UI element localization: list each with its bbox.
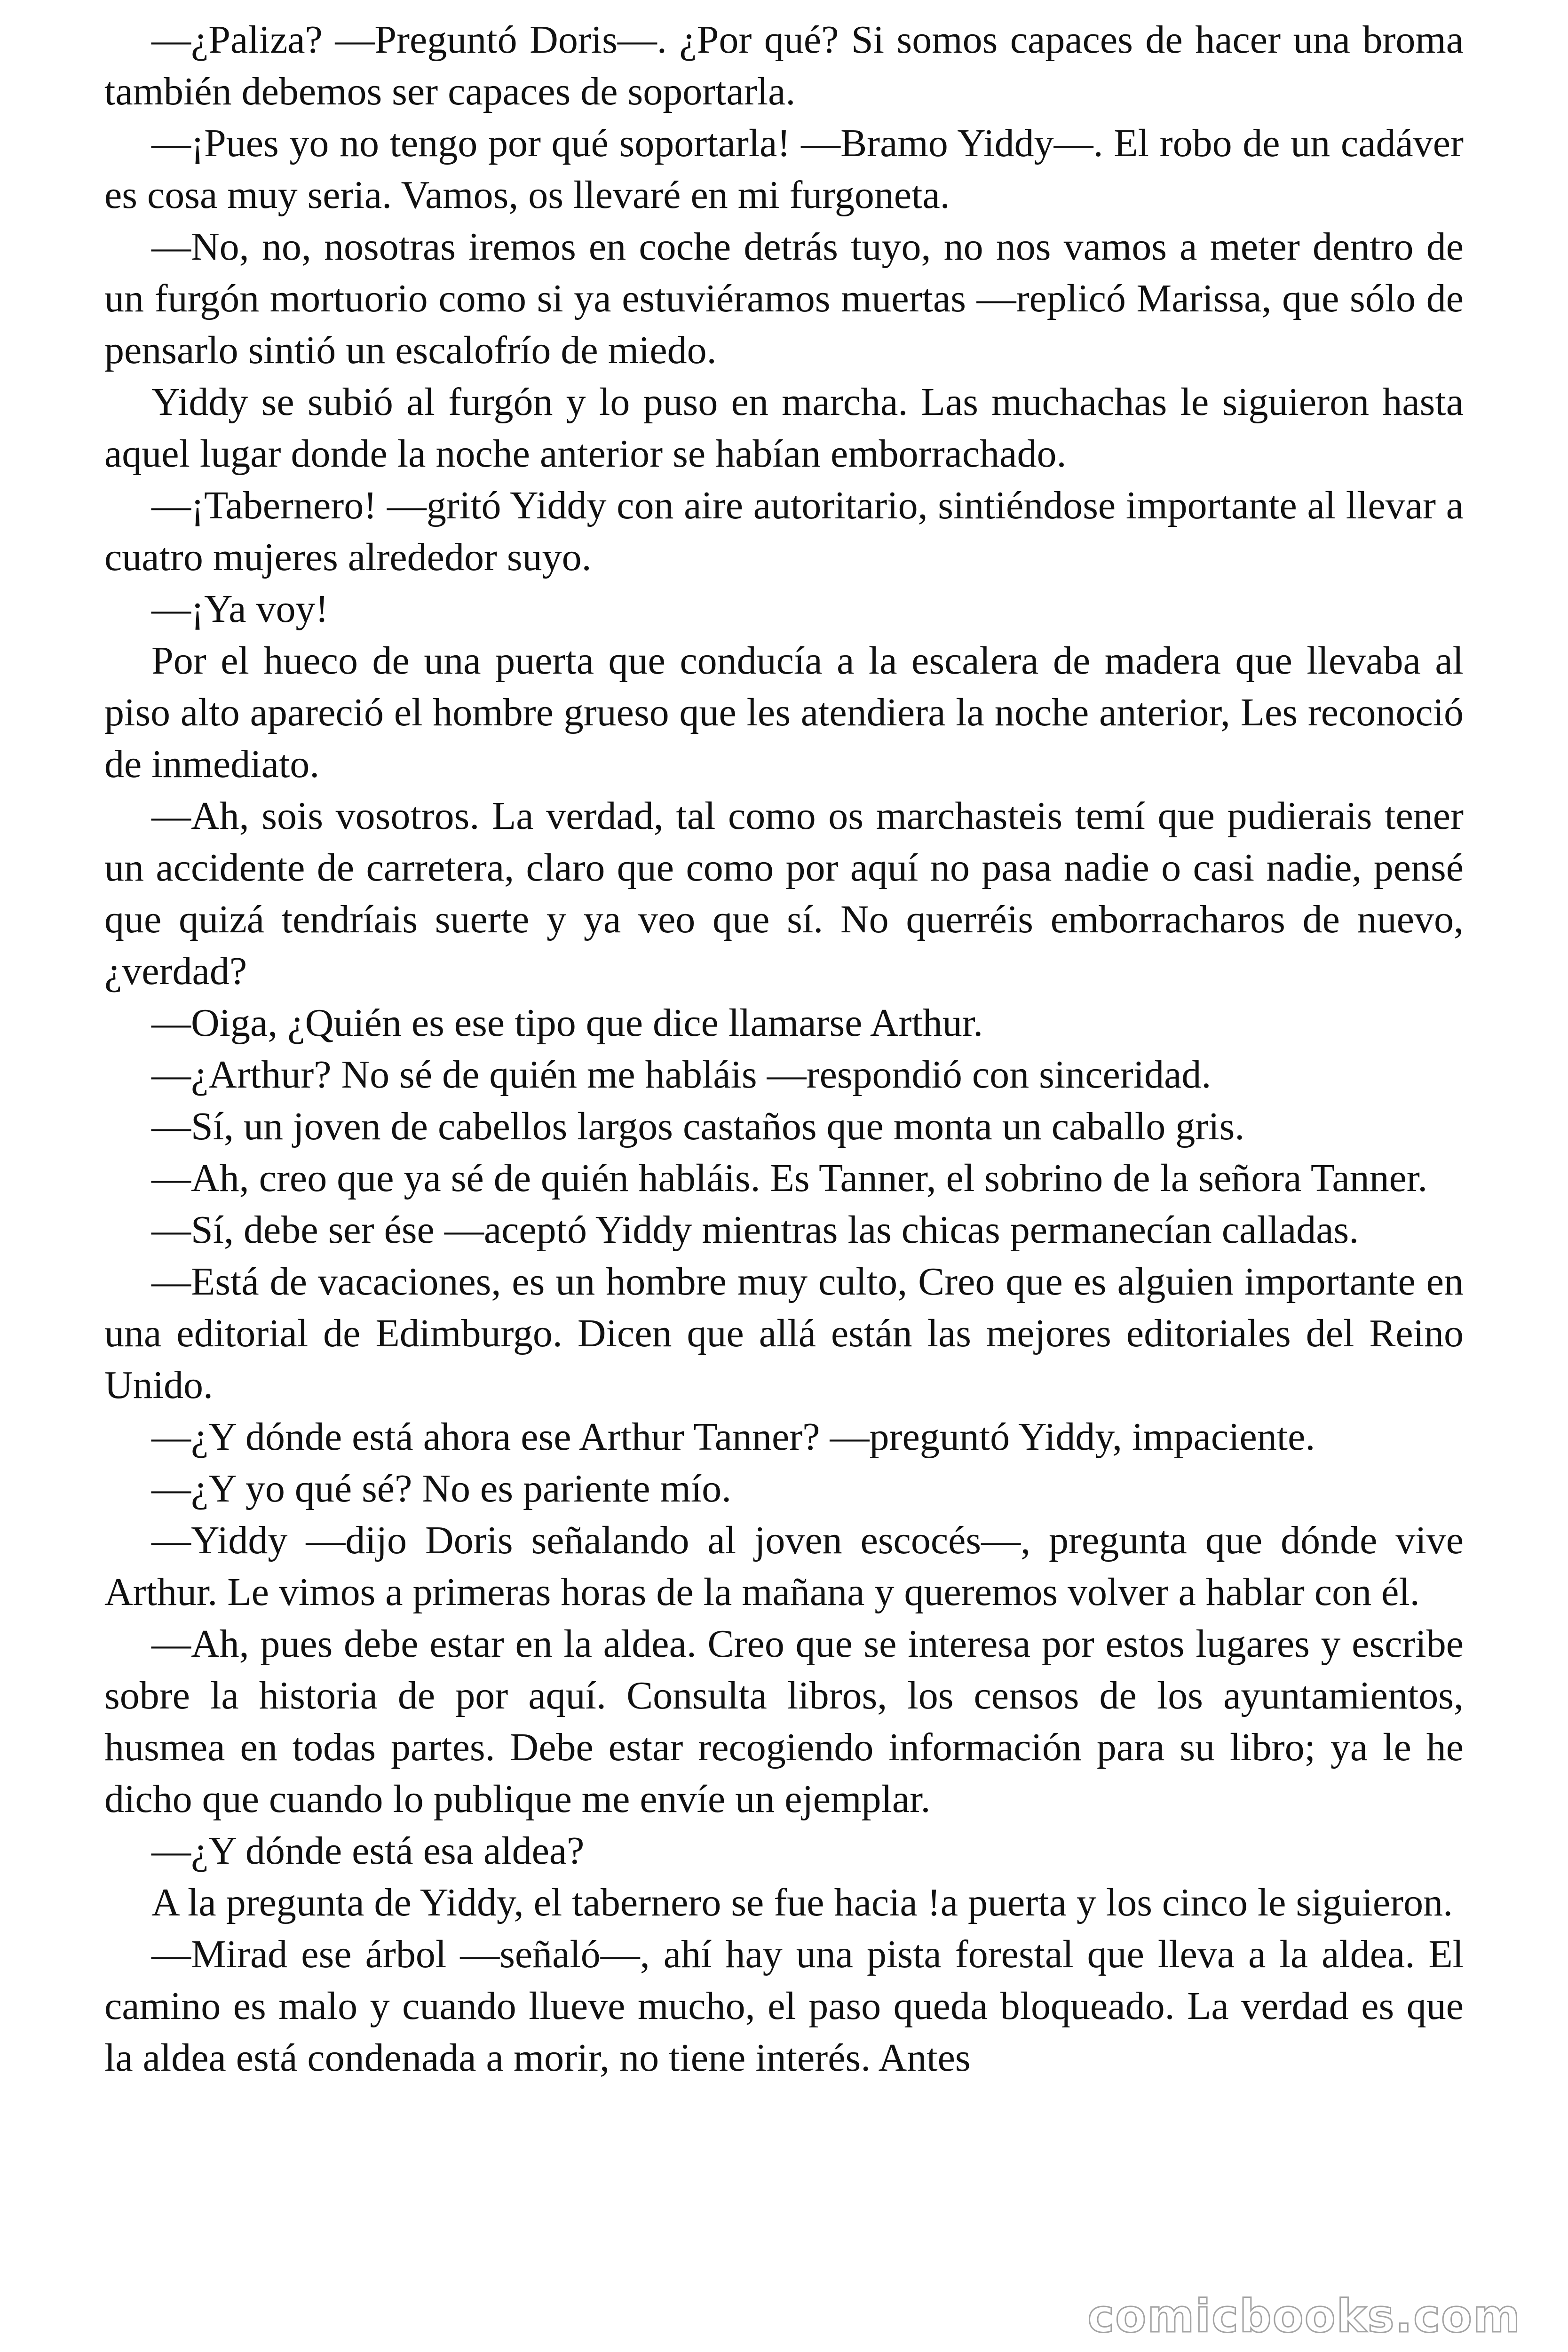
paragraph: —Mirad ese árbol —señaló—, ahí hay una pista forestal que lleva a la aldea. El camino es malo y cuando llueve mucho, el paso queda bloqueado. La verdad es que la aldea está condenada a morir, no tiene interés. Antes [104, 1932, 1464, 2080]
paragraph: Yiddy se subió al furgón y lo puso en marcha. Las muchachas le siguieron hasta aquel lugar donde la noche anterior se habían emborrachado. [104, 380, 1464, 476]
paragraph: —Sí, un joven de cabellos largos castaños que monta un caballo gris. [151, 1104, 1245, 1148]
paragraph: Por el hueco de una puerta que conducía a la escalera de madera que llevaba al piso alto apareció el hombre grueso que les atendiera la noche anterior, Les reconoció de inmediato. [104, 639, 1464, 786]
book-page-text [104, 14, 1464, 2084]
paragraph: —¿Paliza? —Preguntó Doris—. ¿Por qué? Si somos capaces de hacer una broma también debemos ser capaces de soportarla. [104, 18, 1464, 113]
paragraph: —¿Y dónde está esa aldea? [151, 1829, 585, 1873]
paragraph: —Oiga, ¿Quién es ese tipo que dice llamarse Arthur. [151, 1001, 983, 1045]
paragraph: —¡Tabernero! —gritó Yiddy con aire autoritario, sintiéndose importante al llevar a cuatro mujeres alrededor suyo. [104, 484, 1464, 579]
paragraph: —Ah, creo que ya sé de quién habláis. Es Tanner, el sobrino de la señora Tanner. [151, 1156, 1428, 1200]
paragraph: —Ah, pues debe estar en la aldea. Creo que se interesa por estos lugares y escribe sobre la historia de por aquí. Consulta libros, los censos de los ayuntamientos, husmea en todas partes. Debe estar recogiendo información para su libro; ya le he dicho que cuando lo publique me envíe un ejemplar. [104, 1622, 1464, 1821]
watermark: comicbooks.com [1087, 2290, 1521, 2343]
paragraph: —¡Ya voy! [151, 587, 329, 631]
paragraph: —¡Pues yo no tengo por qué soportarla! —Bramo Yiddy—. El robo de un cadáver es cosa muy seria. Vamos, os llevaré en mi furgoneta. [104, 121, 1464, 217]
paragraph: —¿Arthur? No sé de quién me habláis —respondió con sinceridad. [151, 1053, 1212, 1097]
paragraph: —¿Y dónde está ahora ese Arthur Tanner? —preguntó Yiddy, impaciente. [151, 1415, 1315, 1459]
paragraph: —Está de vacaciones, es un hombre muy culto, Creo que es alguien importante en una editorial de Edimburgo. Dicen que allá están las mejores editoriales del Reino Unido. [104, 1260, 1464, 1407]
paragraph: —¿Y yo qué sé? No es pariente mío. [151, 1467, 732, 1510]
paragraph: —Ah, sois vosotros. La verdad, tal como os marchasteis temí que pudierais tener un accidente de carretera, claro que como por aquí no pasa nadie o casi nadie, pensé que quizá tendríais suerte y ya veo que sí. No querréis emborracharos de nuevo, ¿verdad? [104, 794, 1464, 993]
paragraph: —Sí, debe ser ése —aceptó Yiddy mientras las chicas permanecían calladas. [151, 1208, 1359, 1252]
paragraph: —Yiddy —dijo Doris señalando al joven escocés—, pregunta que dónde vive Arthur. Le vimos a primeras horas de la mañana y queremos volver a hablar con él. [104, 1518, 1464, 1614]
paragraph: —No, no, nosotras iremos en coche detrás tuyo, no nos vamos a meter dentro de un furgón mortuorio como si ya estuviéramos muertas —replicó Marissa, que sólo de pensarlo sintió un escalofrío de miedo. [104, 225, 1464, 372]
paragraph: A la pregunta de Yiddy, el tabernero se fue hacia !a puerta y los cinco le siguieron. [151, 1881, 1453, 1924]
